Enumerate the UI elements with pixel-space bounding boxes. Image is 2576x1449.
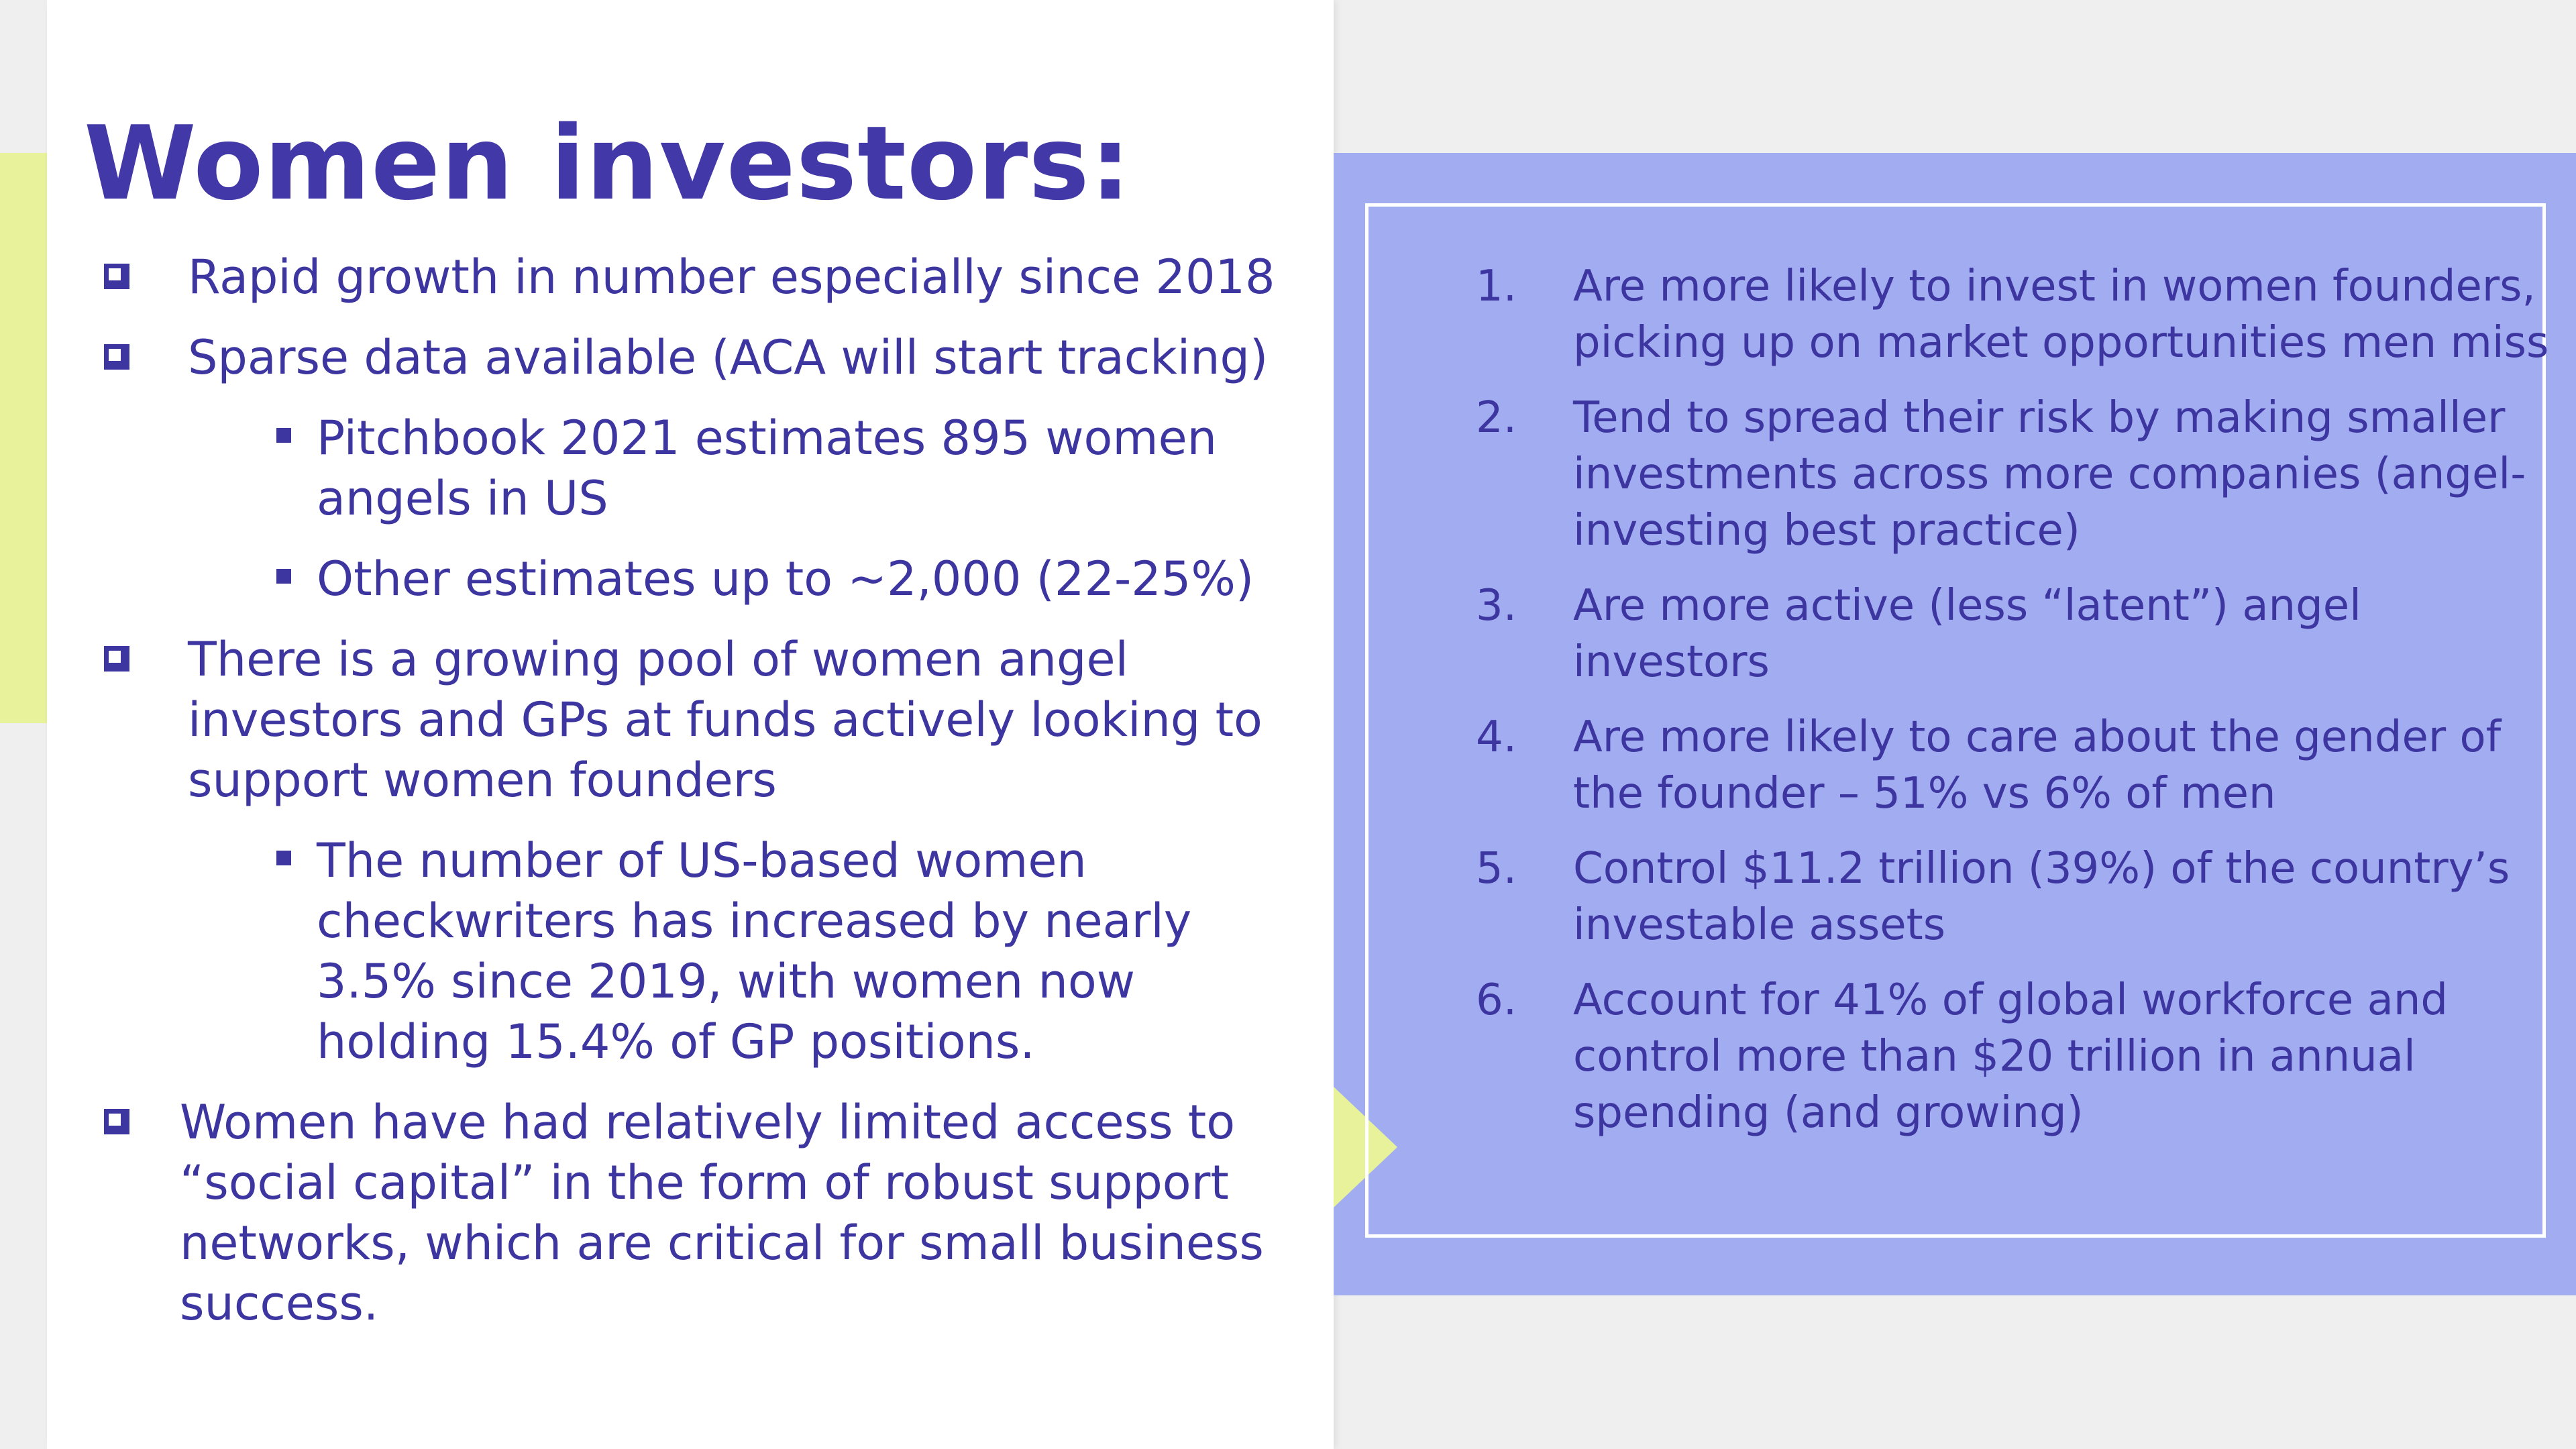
item-number: 2. — [1476, 393, 1517, 443]
item-number: 4. — [1476, 712, 1517, 762]
bullet-text: Women have had relatively limited access to “social capital” in the form of robust support networks, which are critical for small business success. — [180, 1095, 1264, 1331]
bullet-text: There is a growing pool of women angel investors and GPs at funds actively looking to support women founders — [188, 632, 1263, 808]
item-text: Tend to spread their risk by making smaller investments across more companies (angel-investing best practice) — [1573, 393, 2526, 555]
item-number: 6. — [1476, 975, 1517, 1025]
item-text: Account for 41% of global workforce and control more than $20 trillion in annual spending (and growing) — [1573, 975, 2449, 1138]
square-bullet-icon — [276, 851, 291, 865]
item-number: 5. — [1476, 844, 1517, 894]
item-number: 1. — [1476, 262, 1517, 311]
numbered-item — [1476, 258, 2549, 371]
bullet-item — [0, 1092, 1287, 1334]
square-bullet-icon — [276, 428, 291, 443]
bullet-text: Sparse data available (ACA will start tracking) — [188, 330, 1269, 385]
numbered-item — [1476, 578, 2549, 690]
bullet-text: Rapid growth in number especially since 2018 — [188, 250, 1275, 305]
square-bullet-icon — [276, 569, 291, 584]
sub-bullet-text: Pitchbook 2021 estimates 895 women angels in US — [317, 411, 1217, 526]
sub-bullet-item — [0, 549, 1287, 609]
checkbox-bullet-icon — [104, 344, 125, 366]
numbered-item — [1476, 972, 2549, 1141]
item-text: Are more active (less “latent”) angel investors — [1573, 581, 2361, 687]
sub-bullet-text: Other estimates up to ~2,000 (22-25%) — [317, 551, 1254, 606]
numbered-item — [1476, 841, 2549, 953]
bullet-item — [0, 327, 1287, 609]
checkbox-bullet-icon — [104, 264, 125, 285]
numbered-list — [1476, 258, 2549, 1160]
bullet-list — [0, 247, 1287, 1354]
sub-bullet-item — [0, 830, 1287, 1072]
bullet-item — [0, 247, 1287, 307]
checkbox-bullet-icon — [104, 646, 125, 667]
checkbox-bullet-icon — [104, 1109, 125, 1130]
sub-bullet-text: The number of US-based women checkwriters has increased by nearly 3.5% since 2019, with women now holding 15.4% of GP positions. — [317, 833, 1192, 1069]
item-number: 3. — [1476, 581, 1517, 631]
slide-title: Women investors: — [84, 104, 1132, 223]
numbered-item — [1476, 709, 2549, 822]
item-text: Are more likely to invest in women founders, picking up on market opportunities men miss — [1573, 262, 2549, 368]
numbered-item — [1476, 390, 2549, 559]
sub-bullet-item — [0, 408, 1287, 529]
item-text: Are more likely to care about the gender of the founder – 51% vs 6% of men — [1573, 712, 2502, 818]
item-text: Control $11.2 trillion (39%) of the country’s investable assets — [1573, 844, 2510, 950]
bullet-item — [0, 629, 1287, 1072]
